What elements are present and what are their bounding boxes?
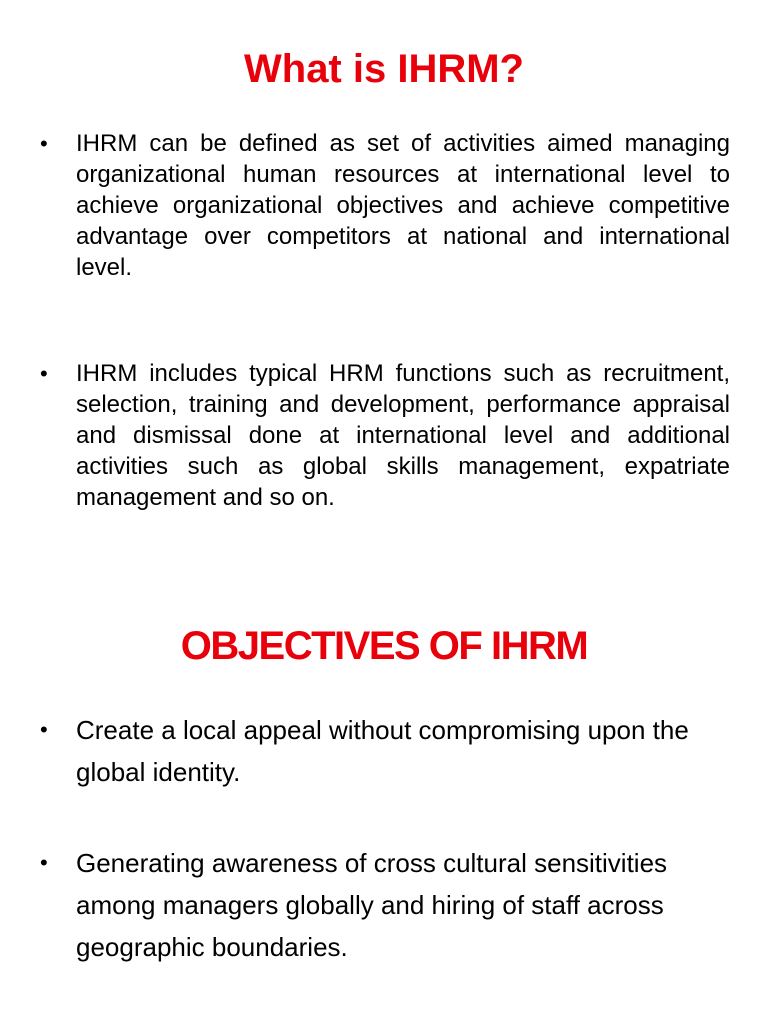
bullet-text-functions: IHRM includes typical HRM functions such as recruitment, selection, training and development, performance appraisal and dismissal done at international level and additional activities such as global skills management, expatriate management and so on. [76,360,730,511]
bullet-marker: • [40,717,48,742]
bullet-item [40,709,730,793]
section-title-objectives: OBJECTIVES OF IHRM [180,624,588,668]
bullet-item [40,842,730,968]
bullet-text-definition: IHRM can be defined as set of activities aimed managing organizational human resources at international level to achieve organizational objectives and achieve competitive advantage over competitors at national and international level. [76,130,730,281]
bullet-item [40,128,730,283]
bullet-marker: • [40,131,48,156]
bullet-text-local-appeal: Create a local appeal without compromising upon the global identity. [76,715,689,787]
section-title-what-is-ihrm: What is IHRM? [244,47,524,91]
bullet-item [40,358,730,513]
bullet-marker: • [40,361,48,386]
bullet-text-awareness: Generating awareness of cross cultural sensitivities among managers globally and hiring of staff across geographic boundaries. [76,848,668,962]
bullet-marker: • [40,850,48,875]
